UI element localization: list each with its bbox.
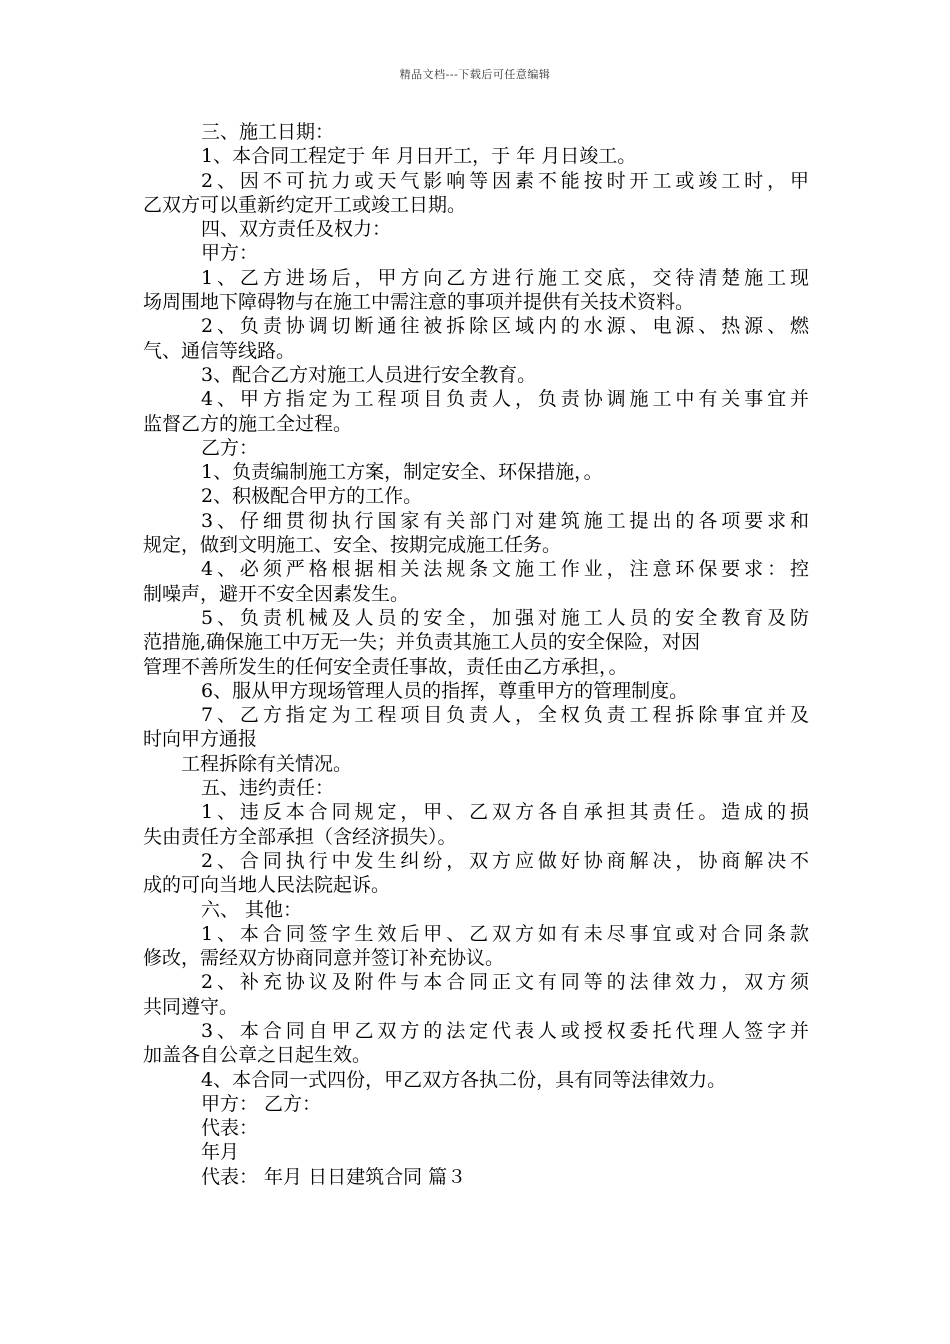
text-line: 制噪声，避开不安全因素发生。 bbox=[143, 582, 410, 605]
text-line: 范措施,确保施工中万无一失；并负责其施工人员的安全保险，对因 bbox=[143, 631, 701, 654]
text-line: 三、施工日期： bbox=[201, 121, 335, 143]
text-line: 1、本合同签字生效后甲、乙双方如有未尽事宜或对合同条款 bbox=[201, 922, 809, 945]
text-line: 2、补充协议及附件与本合同正文有同等的法律效力，双方须 bbox=[201, 971, 809, 994]
text-line: 6、服从甲方现场管理人员的指挥，尊重甲方的管理制度。 bbox=[201, 679, 689, 702]
text-line: 失由责任方全部承担（含经济损失）。 bbox=[143, 825, 457, 848]
text-line: 工程拆除有关情况。 bbox=[181, 752, 353, 775]
text-line: 甲方： bbox=[201, 242, 259, 265]
text-line: 3、仔细贯彻执行国家有关部门对建筑施工提出的各项要求和 bbox=[201, 509, 809, 532]
text-line: 2、负责协调切断通往被拆除区域内的水源、电源、热源、燃 bbox=[201, 315, 809, 338]
text-line: 2、积极配合甲方的工作。 bbox=[201, 485, 423, 508]
text-line: 成的可向当地人民法院起诉。 bbox=[143, 874, 391, 897]
text-line: 共同遵守。 bbox=[143, 995, 239, 1018]
text-line: 2、合同执行中发生纠纷，双方应做好协商解决，协商解决不 bbox=[201, 849, 809, 872]
text-line: 六、 其他： bbox=[201, 898, 303, 921]
text-line: 监督乙方的施工全过程。 bbox=[143, 412, 353, 435]
text-line: 4、甲方指定为工程项目负责人，负责协调施工中有关事宜并 bbox=[201, 388, 809, 411]
text-line: 时向甲方通报 bbox=[143, 728, 258, 751]
text-line: 4、必须严格根据相关法规条文施工作业，注意环保要求：控 bbox=[201, 558, 809, 581]
text-line: 气、通信等线路。 bbox=[143, 339, 296, 362]
text-line: 乙双方可以重新约定开工或竣工日期。 bbox=[143, 193, 467, 216]
text-line: 1、乙方进场后，甲方向乙方进行施工交底，交待清楚施工现 bbox=[201, 266, 809, 289]
page-header: 精品文档---下载后可任意编辑 bbox=[399, 68, 551, 81]
text-line: 3、配合乙方对施工人员进行安全教育。 bbox=[201, 363, 537, 386]
text-line: 代表： 年月 日日建筑合同 篇３ bbox=[201, 1165, 467, 1188]
document-body bbox=[143, 120, 809, 1189]
text-line: 4、本合同一式四份，甲乙双方各执二份，具有同等法律效力。 bbox=[201, 1068, 727, 1091]
text-line: 1、负责编制施工方案，制定安全、环保措施，。 bbox=[201, 461, 603, 484]
text-line: 修改，需经双方协商同意并签订补充协议。 bbox=[143, 947, 505, 970]
text-line: 乙方： bbox=[201, 436, 259, 459]
text-line: 场周围地下障碍物与在施工中需注意的事项并提供有关技术资料。 bbox=[143, 291, 695, 314]
text-line: 1、违反本合同规定，甲、乙双方各自承担其责任。造成的损 bbox=[201, 801, 809, 824]
text-line: 管理不善所发生的任何安全责任事故，责任由乙方承担，。 bbox=[143, 655, 628, 678]
text-line: 3、本合同自甲乙双方的法定代表人或授权委托代理人签字并 bbox=[201, 1019, 809, 1042]
text-line: 规定，做到文明施工、安全、按期完成施工任务。 bbox=[143, 534, 562, 557]
text-line: 5、负责机械及人员的安全，加强对施工人员的安全教育及防 bbox=[201, 606, 809, 629]
text-line: 五、违约责任： bbox=[201, 777, 335, 800]
text-line: 7、乙方指定为工程项目负责人，全权负责工程拆除事宜并及 bbox=[201, 704, 809, 727]
text-line: 1、本合同工程定于 年 月日开工，于 年 月日竣工。 bbox=[201, 145, 637, 168]
text-line: 甲方： 乙方： bbox=[201, 1092, 322, 1115]
text-line: 加盖各自公章之日起生效。 bbox=[143, 1044, 372, 1067]
text-line: 四、双方责任及权力： bbox=[201, 218, 392, 241]
text-line: 代表： bbox=[201, 1117, 259, 1140]
text-line: 年月 bbox=[201, 1141, 240, 1164]
text-line: 2、因不可抗力或天气影响等因素不能按时开工或竣工时，甲 bbox=[201, 169, 809, 192]
